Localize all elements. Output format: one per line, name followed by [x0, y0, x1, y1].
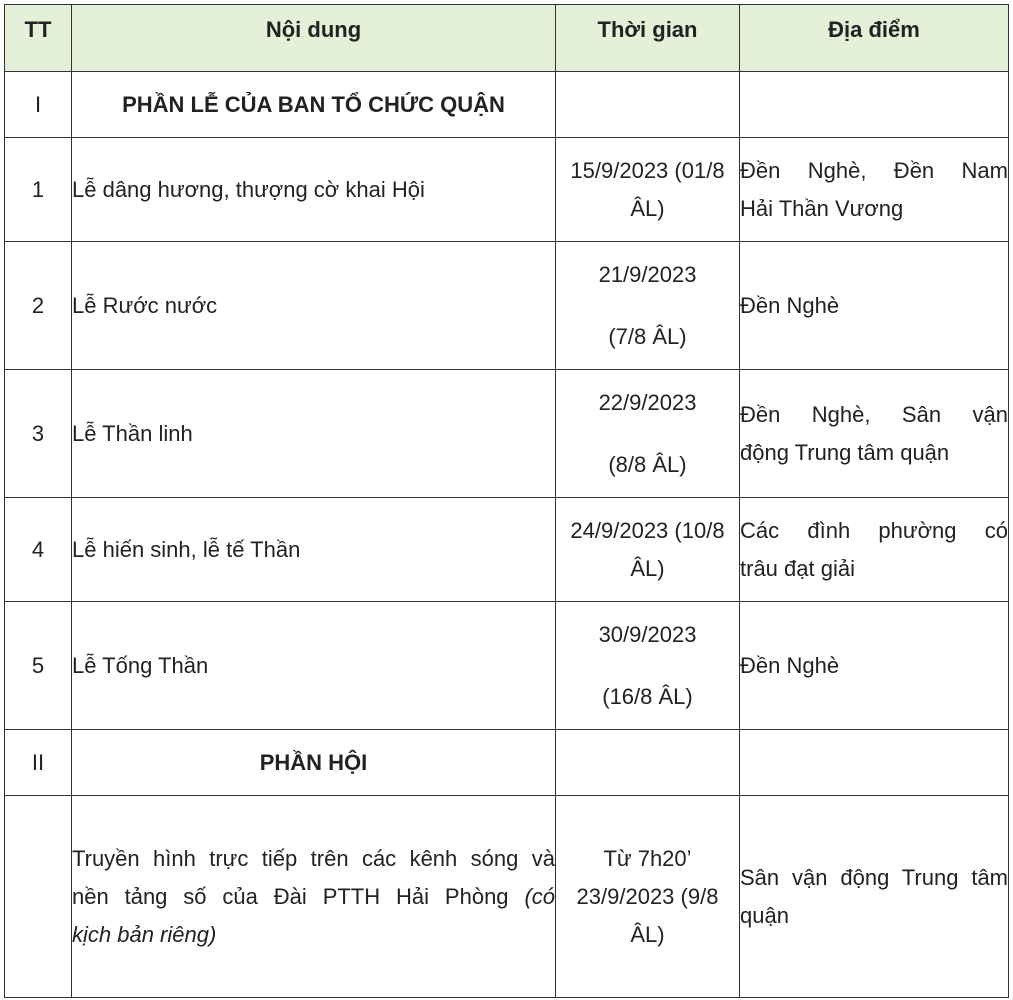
row-number: 3 — [5, 370, 72, 498]
row-number-empty — [5, 796, 72, 998]
time-line: 21/9/2023 — [598, 261, 697, 287]
content-line: Truyền hình trực tiếp trên các kênh sóng và — [72, 845, 555, 871]
place-line: Sân vận động Trung tâm — [740, 864, 1008, 890]
section-row-festival — [5, 730, 1009, 796]
place-line: quận — [740, 902, 789, 928]
section-number: II — [5, 730, 72, 796]
time-line: 30/9/2023 — [598, 621, 697, 647]
time-line: (16/8 ÂL) — [602, 683, 693, 709]
time-line: 24/9/2023 (10/8 — [570, 517, 725, 543]
row-time — [556, 242, 740, 370]
place-line: trâu đạt giải — [740, 555, 855, 581]
time-line: Từ 7h20’ — [603, 845, 692, 871]
row-number: 2 — [5, 242, 72, 370]
row-content: Lễ Rước nước — [72, 242, 556, 370]
time-line: ÂL) — [630, 555, 665, 581]
place-line: Đền Nghè, Đền Nam — [740, 157, 1008, 183]
header-time: Thời gian — [556, 5, 740, 72]
row-place — [740, 138, 1009, 242]
table-row — [5, 370, 1009, 498]
table-row — [5, 242, 1009, 370]
place-line: Hải Thần Vương — [740, 195, 904, 221]
place-line: Các đình phường có — [740, 517, 1008, 543]
row-place — [740, 796, 1009, 998]
place-line: Đền Nghè, Sân vận — [740, 401, 1008, 427]
row-content: Lễ hiến sinh, lễ tế Thần — [72, 498, 556, 602]
content-line-with-note — [72, 878, 555, 916]
row-time — [556, 602, 740, 730]
row-place — [740, 602, 1009, 730]
place-line: động Trung tâm quận — [740, 439, 950, 465]
row-number: 4 — [5, 498, 72, 602]
row-place — [740, 498, 1009, 602]
section-title: PHẦN HỘI — [72, 730, 556, 796]
row-content — [72, 796, 556, 998]
place-line: Đền Nghè — [740, 652, 840, 678]
section-number: I — [5, 72, 72, 138]
time-line: 15/9/2023 (01/8 — [570, 157, 725, 183]
table-row — [5, 498, 1009, 602]
row-content: Lễ Tống Thần — [72, 602, 556, 730]
content-note: (có — [524, 883, 555, 909]
row-content: Lễ Thần linh — [72, 370, 556, 498]
schedule-table — [4, 4, 1009, 998]
empty-cell — [556, 730, 740, 796]
table-row — [5, 138, 1009, 242]
time-line: (7/8 ÂL) — [608, 323, 687, 349]
time-line: (8/8 ÂL) — [608, 451, 687, 477]
time-line: 23/9/2023 (9/8 — [576, 883, 719, 909]
row-number: 5 — [5, 602, 72, 730]
time-line: ÂL) — [630, 921, 665, 947]
empty-cell — [740, 72, 1009, 138]
row-content: Lễ dâng hương, thượng cờ khai Hội — [72, 138, 556, 242]
empty-cell — [556, 72, 740, 138]
row-time — [556, 498, 740, 602]
empty-cell — [740, 730, 1009, 796]
time-line: 22/9/2023 — [598, 389, 697, 415]
content-note: kịch bản riêng) — [72, 921, 217, 947]
row-time — [556, 796, 740, 998]
table-row — [5, 602, 1009, 730]
row-place — [740, 242, 1009, 370]
place-line: Đền Nghè — [740, 292, 840, 318]
row-place — [740, 370, 1009, 498]
row-time — [556, 138, 740, 242]
section-title: PHẦN LỄ CỦA BAN TỔ CHỨC QUẬN — [72, 72, 556, 138]
section-row-ceremony — [5, 72, 1009, 138]
header-place: Địa điểm — [740, 5, 1009, 72]
header-row — [5, 5, 1009, 72]
table-row — [5, 796, 1009, 998]
header-content: Nội dung — [72, 5, 556, 72]
header-tt: TT — [5, 5, 72, 72]
time-line: ÂL) — [630, 195, 665, 221]
row-time — [556, 370, 740, 498]
row-number: 1 — [5, 138, 72, 242]
content-line: nền tảng số của Đài PTTH Hải Phòng — [72, 883, 509, 909]
